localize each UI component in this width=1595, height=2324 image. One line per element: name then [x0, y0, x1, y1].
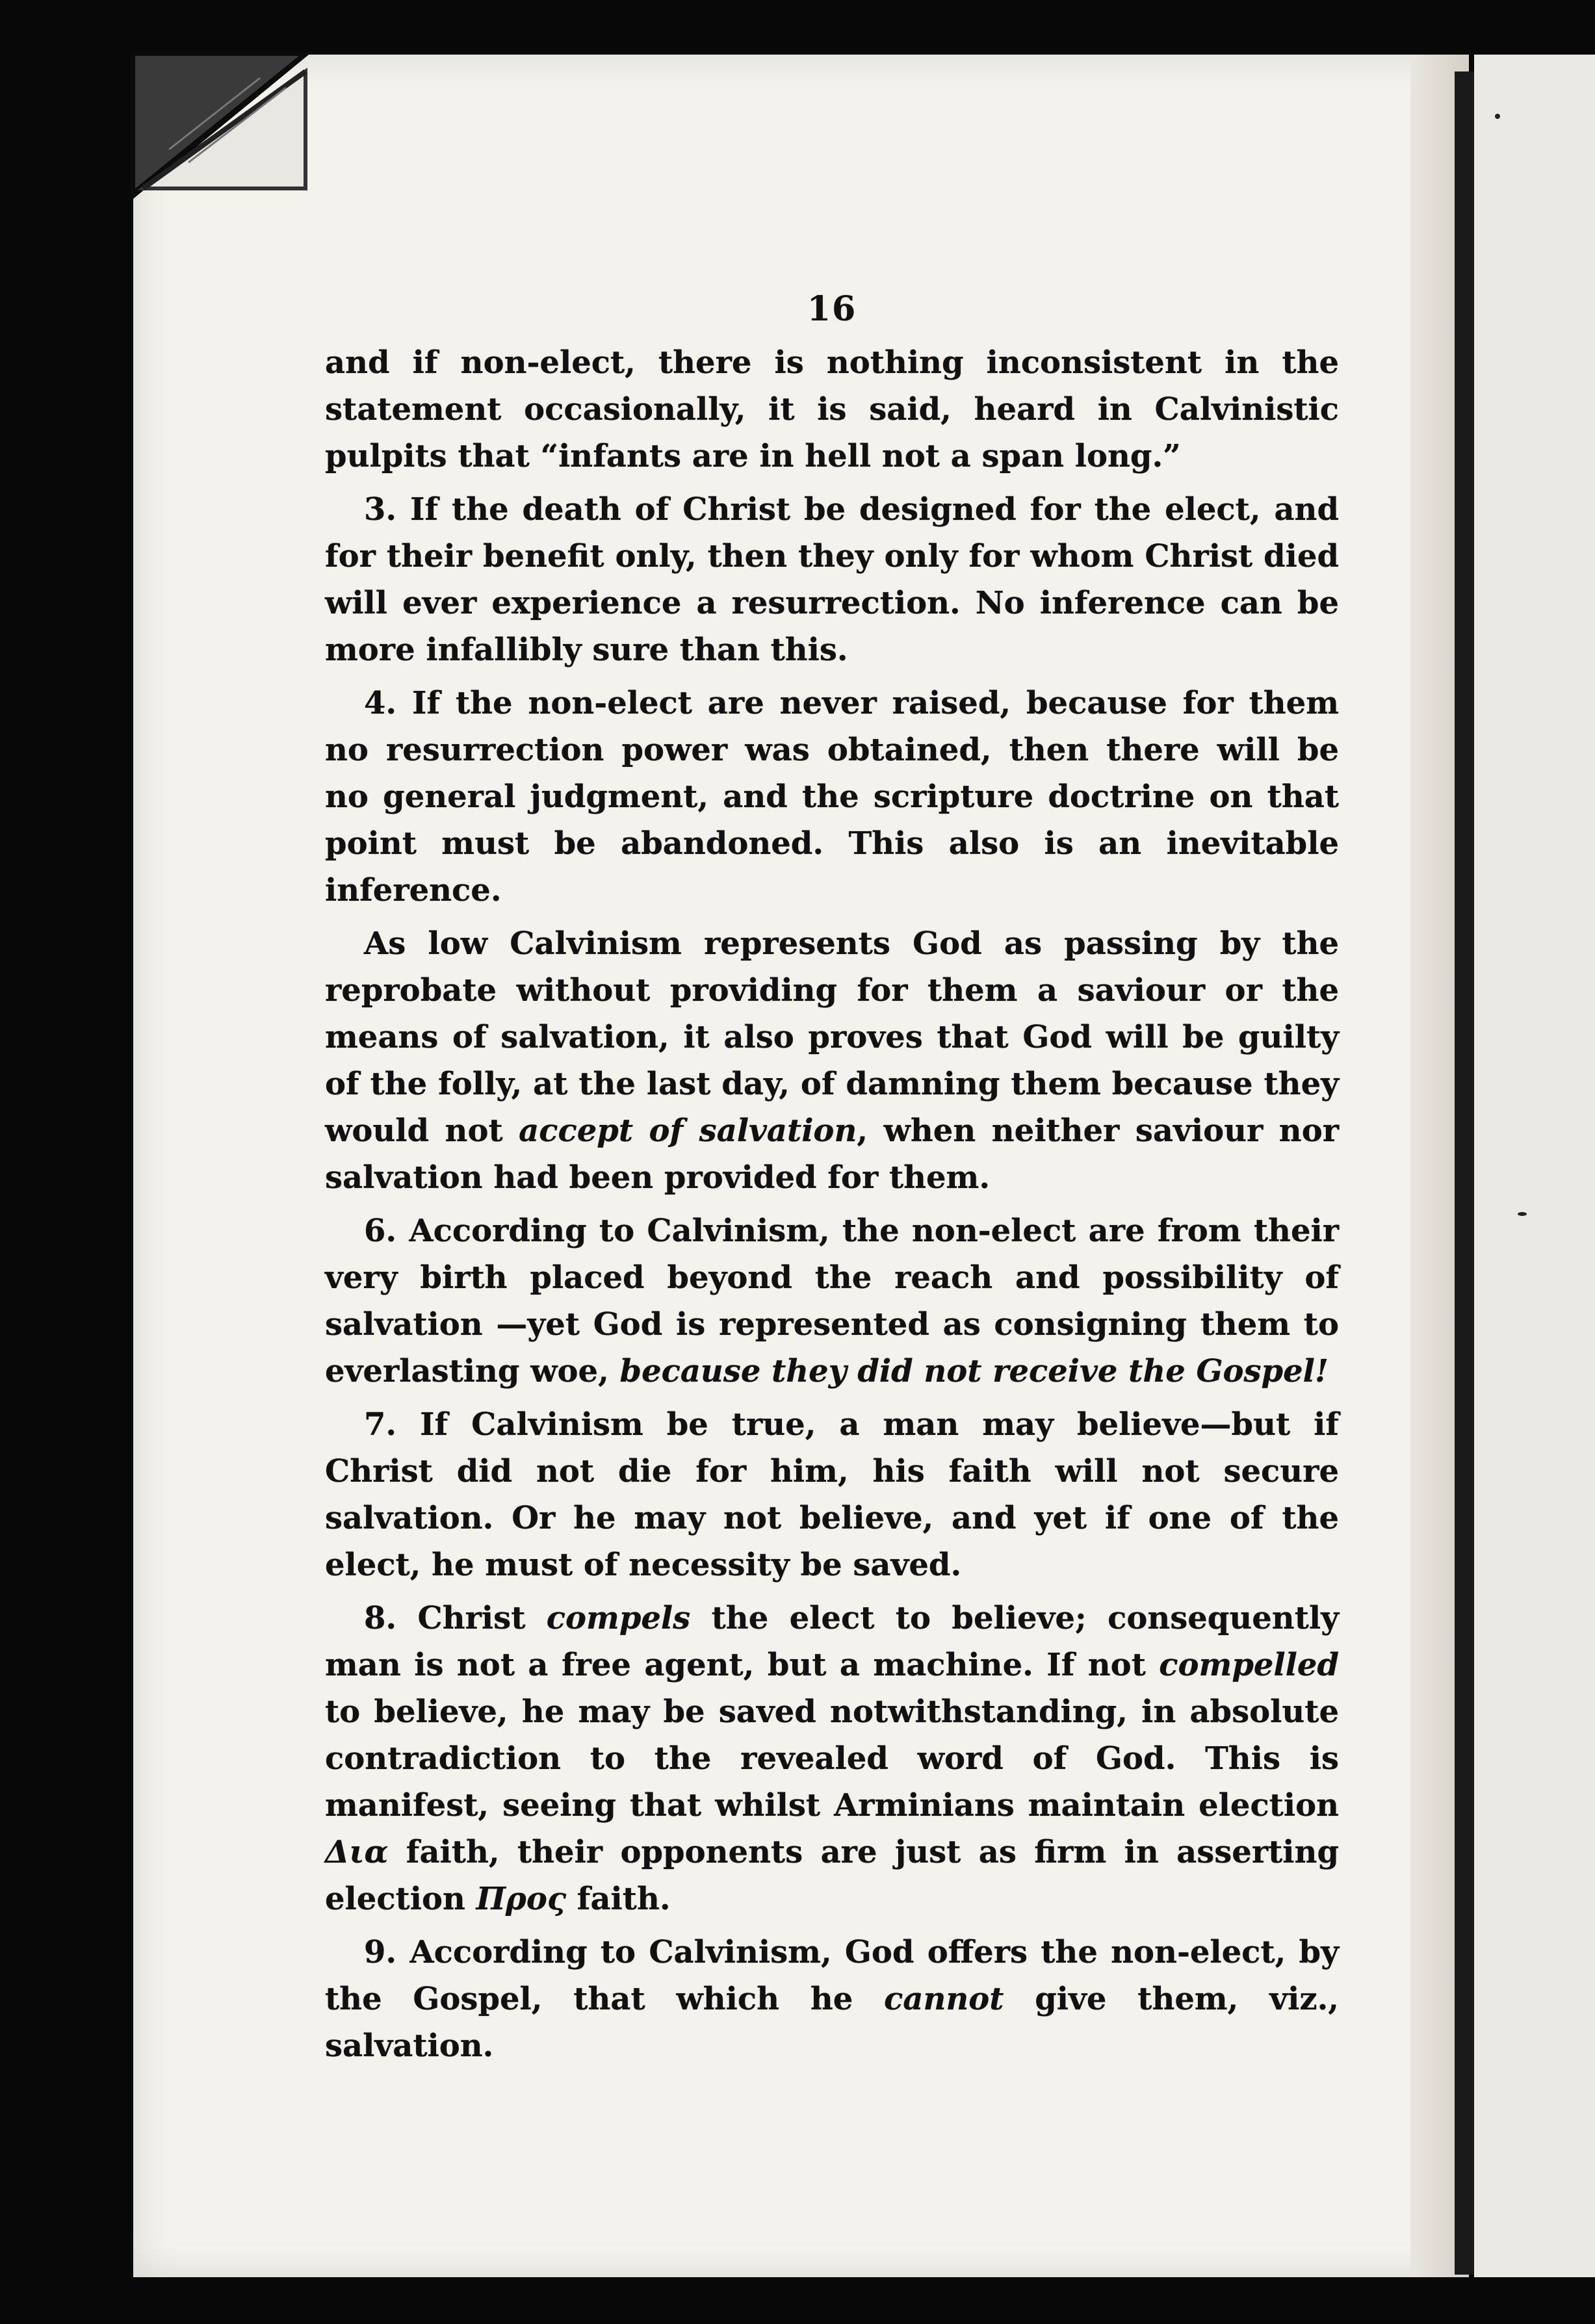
- text-segment: As low Calvinism represents God as passing by the reprobate without providing for them a saviour or the means of salvation, it also proves that God will be guilty of the folly, at the last day, of damning them because they would not: [325, 925, 1339, 1149]
- italic-text: Προς: [476, 1881, 567, 1917]
- italic-text: compelled: [1159, 1647, 1339, 1683]
- text-segment: give them, viz., salvation.: [325, 1981, 1339, 2064]
- text-segment: 3. If the death of Christ be designed for the elect, and for their benefit only, then they only for whom Christ died will ever experience a resurrection. No inference can be more infallibly sure than this.: [325, 491, 1339, 668]
- italic-text: accept of salvation: [519, 1113, 857, 1149]
- scan-speck: [1495, 114, 1500, 119]
- text-segment: faith, their opponents are just as firm in asserting election: [325, 1834, 1339, 1917]
- page-number: 16: [807, 289, 857, 329]
- paragraph: [325, 1929, 1339, 2069]
- italic-text: compels: [546, 1600, 691, 1636]
- paragraph: [325, 1207, 1339, 1395]
- text-segment: 4. If the non-elect are never raised, because for them no resurrection power was obtained, then there will be no general judgment, and the scripture doctrine on that point must be abandoned. This also is an inevitable inference.: [325, 685, 1339, 909]
- binding-shadow: [1455, 71, 1474, 2275]
- page-text: [325, 286, 1339, 2076]
- text-segment: 8. Christ: [364, 1600, 547, 1636]
- italic-text: Δια: [325, 1834, 389, 1870]
- paragraph-list: [325, 339, 1339, 2069]
- italic-text: cannot: [884, 1981, 1004, 2017]
- paragraph: [325, 680, 1339, 914]
- text-segment: 9. According to Calvinism, God offers the non-elect, by the Gospel, that which he: [325, 1934, 1339, 2017]
- text-segment: to believe, he may be saved notwithstanding, in absolute contradiction to the revealed word of God. This is manifest, seeing that whilst Arminians maintain election: [325, 1694, 1339, 1824]
- folded-corner-icon: [130, 52, 312, 201]
- text-segment: and if non-elect, there is nothing inconsistent in the statement occasionally, it is said, heard in Calvinistic pulpits that “infants are in hell not a span long.”: [325, 344, 1339, 474]
- paragraph: [325, 339, 1339, 480]
- adjacent-page-edge: [1474, 55, 1595, 2277]
- text-segment: the elect to believe; consequently man is not a free agent, but a machine. If not: [325, 1600, 1339, 1683]
- scan-speck: [1518, 1212, 1527, 1216]
- paragraph: [325, 920, 1339, 1201]
- text-segment: 6. According to Calvinism, the non-elect are from their very birth placed beyond the reach and possibility of salvation —yet God is represented as consigning them to everlasting woe,: [325, 1213, 1339, 1389]
- text-segment: , when neither saviour nor salvation had been provided for them.: [325, 1113, 1340, 1196]
- italic-text: because they did not receive the Gospel!: [619, 1353, 1329, 1389]
- text-segment: faith.: [566, 1881, 671, 1917]
- text-segment: 7. If Calvinism be true, a man may believe—but if Christ did not die for him, his faith will not secure salvation. Or he may not believe, and yet if one of the elect, he must of necessity be saved.: [325, 1406, 1339, 1583]
- paragraph: [325, 1401, 1339, 1588]
- paragraph: [325, 1595, 1339, 1922]
- paragraph: [325, 486, 1339, 673]
